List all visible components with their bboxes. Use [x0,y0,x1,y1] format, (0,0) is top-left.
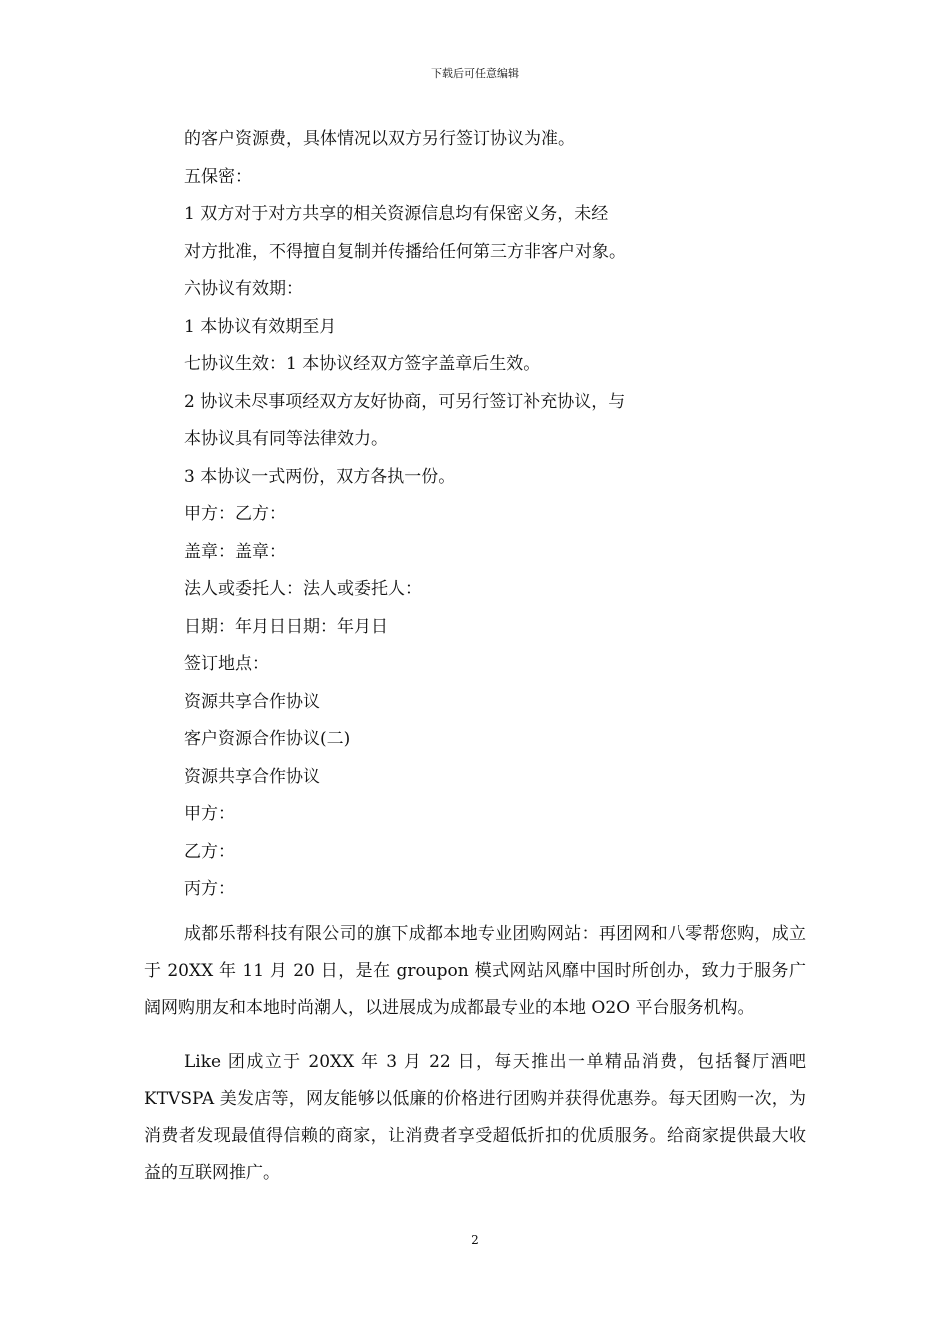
section-heading-confidentiality: 五保密： [184,166,252,187]
party-b: 乙方： [184,841,235,862]
signature-representatives: 法人或委托人：法人或委托人： [184,579,422,599]
signing-place: 签订地点： [184,654,269,674]
page-number: 2 [471,1233,479,1247]
document-body [144,121,806,1209]
document-title: 客户资源合作协议(二) [184,729,351,749]
signature-seals: 盖章：盖章： [184,541,286,562]
text-line: 的客户资源费，具体情况以双方另行签订协议为准。 [184,129,575,149]
signature-dates: 日期：年月日日期：年月日 [184,616,388,637]
text-line: 本协议具有同等法律效力。 [184,429,388,449]
text-line: 1 本协议有效期至月 [184,316,337,337]
signature-parties: 甲方：乙方： [184,504,286,524]
document-title: 资源共享合作协议 [184,691,320,712]
text-line: 1 双方对于对方共享的相关资源信息均有保密义务，未经 [184,204,609,224]
party-a: 甲方： [184,804,235,824]
text-line: 对方批准，不得擅自复制并传播给任何第三方非客户对象。 [184,241,626,262]
body-paragraph: Like 团成立于 20XX 年 3 月 22 日，每天推出一单精品消费，包括餐厅酒吧 KTVSPA 美发店等，网友能够以低廉的价格进行团购并获得优惠券。每天团购一次，为消费者发现最值得信赖的商家，让消费者享受超低折扣的优质服务。给商家提供最大收益的互联网推广。 [144,1051,806,1183]
page-header: 下载后可任意编辑 [431,67,519,80]
text-line: 3 本协议一式两份，双方各执一份。 [184,466,456,487]
section-heading-effective: 七协议生效：1 本协议经双方签字盖章后生效。 [184,354,541,374]
party-c: 丙方： [184,879,235,899]
body-paragraph: 成都乐帮科技有限公司的旗下成都本地专业团购网站：再团网和八零帮您购，成立于 20XX 年 11 月 20 日，是在 groupon 模式网站风靡中国时所创办，致力于服务广阔网购朋友和本地时尚潮人，以进展成为成都最专业的本地 O2O 平台服务机构。 [144,923,806,1018]
section-heading-validity: 六协议有效期： [184,279,303,299]
document-title: 资源共享合作协议 [184,766,320,787]
text-line: 2 协议未尽事项经双方友好协商，可另行签订补充协议，与 [184,391,626,412]
